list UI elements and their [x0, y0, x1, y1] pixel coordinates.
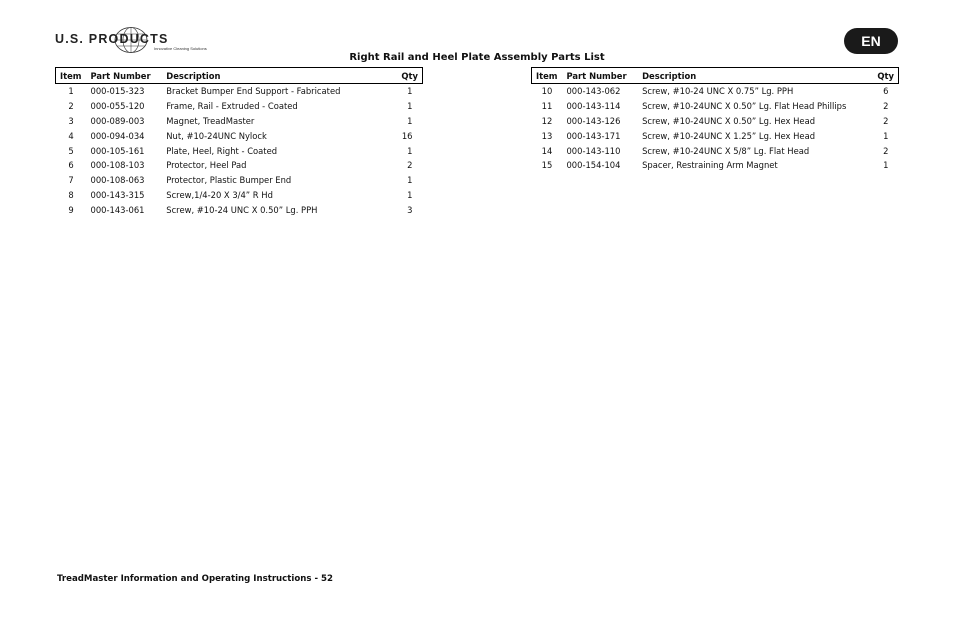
table-row: [532, 128, 899, 143]
column-header-part-number: Part Number: [86, 68, 162, 84]
parts-table-right: [531, 67, 899, 173]
table-row: [56, 188, 423, 203]
qty-cell: 1: [407, 101, 413, 112]
table-row: [532, 143, 899, 158]
qty-cell: 1: [407, 175, 413, 186]
column-header-qty: Qty: [387, 68, 423, 84]
qty-cell: 1: [883, 130, 889, 141]
table-row: [56, 202, 423, 217]
qty-cell: 2: [883, 115, 889, 126]
column-header-part-number: Part Number: [562, 68, 638, 84]
item-cell: 4: [68, 130, 74, 141]
part-number-cell: 000-108-103: [90, 160, 145, 171]
table-row: [532, 158, 899, 173]
brand-tagline: Innovative Cleaning Solutions: [154, 46, 207, 51]
part-number-cell: 000-143-315: [90, 189, 145, 200]
description-cell: Frame, Rail - Extruded - Coated: [166, 101, 298, 112]
description-cell: Screw, #10-24UNC X 1.25” Lg. Hex Head: [642, 130, 816, 141]
qty-cell: 16: [401, 130, 413, 141]
description-cell: Screw, #10-24UNC X 0.50” Lg. Flat Head Phillips: [642, 101, 847, 112]
table-row: [56, 143, 423, 158]
item-cell: 13: [541, 130, 553, 141]
qty-cell: 1: [407, 86, 413, 97]
qty-cell: 3: [407, 204, 413, 215]
table-row: [56, 158, 423, 173]
item-cell: 9: [68, 204, 74, 215]
part-number-cell: 000-143-110: [566, 145, 621, 156]
description-cell: Screw, #10-24 UNC X 0.50” Lg. PPH: [166, 204, 318, 215]
column-header-item: Item: [532, 68, 563, 84]
table-header-row: [532, 68, 899, 84]
description-cell: Protector, Heel Pad: [166, 160, 247, 171]
table-row: [56, 173, 423, 188]
parts-table-left: [55, 67, 423, 217]
qty-cell: 1: [407, 115, 413, 126]
item-cell: 12: [541, 115, 553, 126]
table-row: [56, 128, 423, 143]
table-row: [56, 84, 423, 99]
item-cell: 15: [541, 160, 553, 171]
item-cell: 6: [68, 160, 74, 171]
item-cell: 11: [541, 101, 553, 112]
table-row: [532, 99, 899, 114]
description-cell: Magnet, TreadMaster: [166, 115, 255, 126]
part-number-cell: 000-143-061: [90, 204, 145, 215]
part-number-cell: 000-108-063: [90, 175, 145, 186]
qty-cell: 6: [883, 86, 889, 97]
qty-cell: 1: [407, 189, 413, 200]
qty-cell: 1: [883, 160, 889, 171]
language-badge[interactable]: EN: [844, 28, 898, 54]
qty-cell: 1: [407, 145, 413, 156]
description-cell: Nut, #10-24UNC Nylock: [166, 130, 267, 141]
part-number-cell: 000-143-171: [566, 130, 621, 141]
part-number-cell: 000-105-161: [90, 145, 145, 156]
description-cell: Screw, #10-24UNC X 5/8” Lg. Flat Head: [642, 145, 810, 156]
description-cell: Bracket Bumper End Support - Fabricated: [166, 86, 341, 97]
item-cell: 1: [68, 86, 74, 97]
part-number-cell: 000-089-003: [90, 115, 145, 126]
item-cell: 2: [68, 101, 74, 112]
part-number-cell: 000-055-120: [90, 101, 145, 112]
table-row: [56, 99, 423, 114]
brand-logo: [55, 26, 207, 54]
description-cell: Plate, Heel, Right - Coated: [166, 145, 278, 156]
item-cell: 10: [541, 86, 553, 97]
part-number-cell: 000-094-034: [90, 130, 145, 141]
item-cell: 5: [68, 145, 74, 156]
qty-cell: 2: [883, 145, 889, 156]
table-row: [56, 114, 423, 129]
description-cell: Screw, #10-24 UNC X 0.75” Lg. PPH: [642, 86, 794, 97]
part-number-cell: 000-015-323: [90, 86, 145, 97]
item-cell: 14: [541, 145, 553, 156]
description-cell: Protector, Plastic Bumper End: [166, 175, 292, 186]
description-cell: Screw,1/4-20 X 3/4” R Hd: [166, 189, 273, 200]
table-row: [532, 84, 899, 99]
table-header-row: [56, 68, 423, 84]
qty-cell: 2: [883, 101, 889, 112]
page-title: Right Rail and Heel Plate Assembly Parts List: [349, 52, 605, 63]
column-header-description: Description: [162, 68, 386, 84]
part-number-cell: 000-143-114: [566, 101, 621, 112]
part-number-cell: 000-154-104: [566, 160, 621, 171]
part-number-cell: 000-143-062: [566, 86, 621, 97]
page-footer: TreadMaster Information and Operating Instructions - 52: [57, 574, 333, 584]
item-cell: 8: [68, 189, 74, 200]
item-cell: 7: [68, 175, 74, 186]
description-cell: Spacer, Restraining Arm Magnet: [642, 160, 778, 171]
qty-cell: 2: [407, 160, 413, 171]
column-header-item: Item: [56, 68, 87, 84]
description-cell: Screw, #10-24UNC X 0.50” Lg. Hex Head: [642, 115, 816, 126]
part-number-cell: 000-143-126: [566, 115, 621, 126]
table-row: [532, 114, 899, 129]
brand-name: U.S. PRODUCTS: [55, 32, 169, 46]
column-header-description: Description: [638, 68, 863, 84]
item-cell: 3: [68, 115, 74, 126]
column-header-qty: Qty: [863, 68, 899, 84]
